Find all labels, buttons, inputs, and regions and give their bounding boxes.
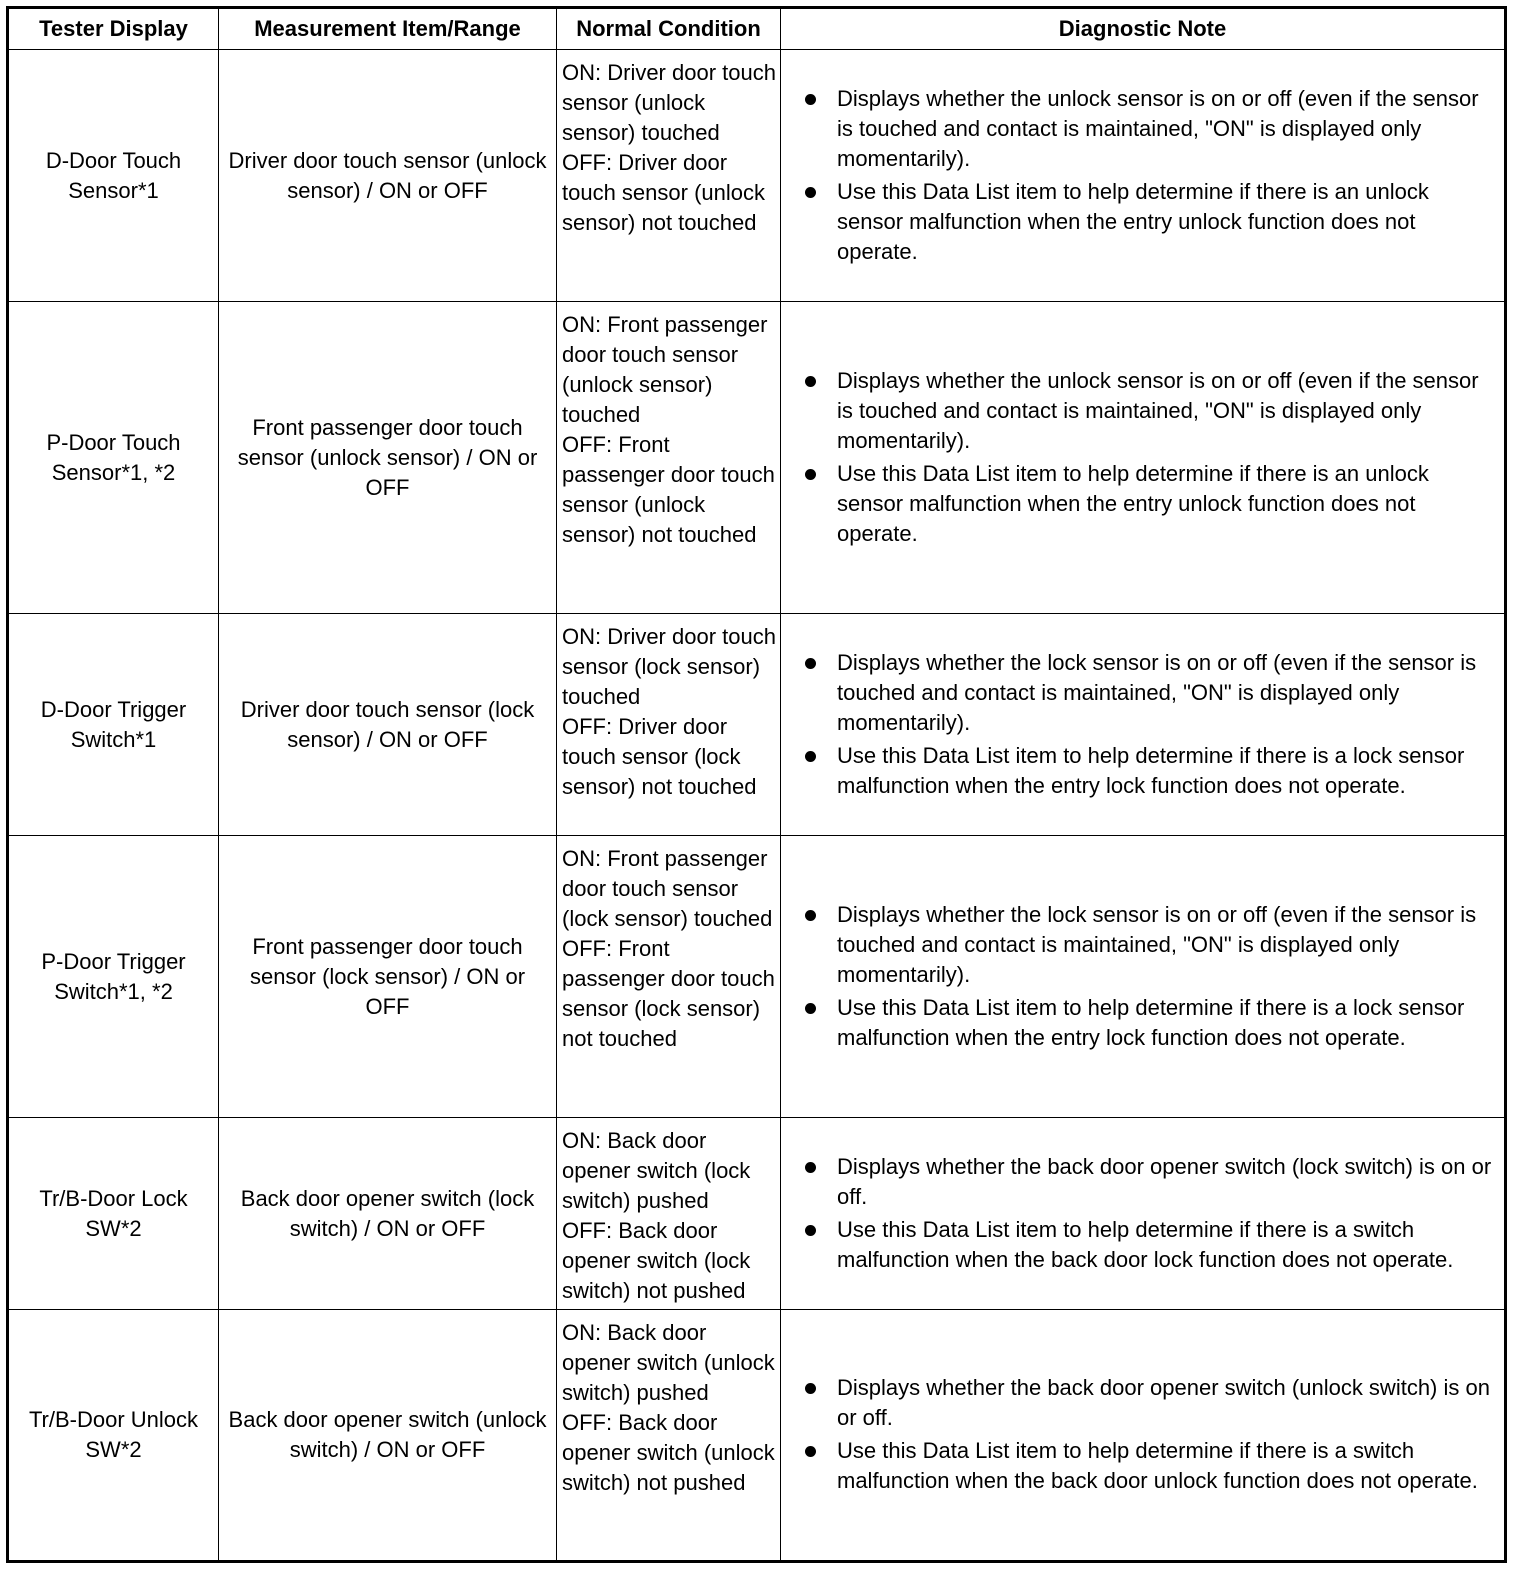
diagnostic-note-cell bbox=[781, 614, 1506, 836]
measurement-cell: Driver door touch sensor (lock sensor) / ON or OFF bbox=[219, 614, 557, 836]
note-text: Use this Data List item to help determine if there is a lock sensor malfunction when the entry lock function does not operate. bbox=[837, 994, 1465, 1050]
header-measurement-item: Measurement Item/Range bbox=[219, 8, 557, 50]
table-row bbox=[8, 1118, 1506, 1310]
note-list bbox=[803, 1373, 1494, 1496]
measurement-cell: Back door opener switch (lock switch) / ON or OFF bbox=[219, 1118, 557, 1310]
normal-on-text: ON: Front passenger door touch sensor (unlock sensor) touched bbox=[562, 312, 768, 427]
note-list bbox=[803, 648, 1494, 801]
table-row bbox=[8, 50, 1506, 302]
measurement-cell: Driver door touch sensor (unlock sensor) / ON or OFF bbox=[219, 50, 557, 302]
table-row bbox=[8, 836, 1506, 1118]
bullet-icon bbox=[805, 469, 816, 480]
tester-display-cell: D-Door Touch Sensor*1 bbox=[8, 50, 219, 302]
normal-off-text: OFF: Driver door touch sensor (lock sensor) not touched bbox=[562, 714, 757, 799]
normal-condition-cell bbox=[557, 614, 781, 836]
bullet-icon bbox=[805, 751, 816, 762]
bullet-icon bbox=[805, 1383, 816, 1394]
tester-display-cell: Tr/B-Door Lock SW*2 bbox=[8, 1118, 219, 1310]
diagnostic-note-cell bbox=[781, 836, 1506, 1118]
tester-display-cell: P-Door Trigger Switch*1, *2 bbox=[8, 836, 219, 1118]
normal-on-text: ON: Back door opener switch (unlock switch) pushed bbox=[562, 1320, 775, 1405]
note-text: Use this Data List item to help determine if there is an unlock sensor malfunction when the entry unlock function does not operate. bbox=[837, 178, 1429, 264]
bullet-icon bbox=[805, 1446, 816, 1457]
table-header-row bbox=[8, 8, 1506, 50]
note-text: Displays whether the unlock sensor is on or off (even if the sensor is touched and contact is maintained, "ON" is displayed only momentarily). bbox=[837, 85, 1479, 171]
note-item bbox=[803, 741, 1494, 801]
note-list bbox=[803, 1152, 1494, 1275]
note-list bbox=[803, 900, 1494, 1053]
normal-condition-cell bbox=[557, 50, 781, 302]
header-tester-display: Tester Display bbox=[8, 8, 219, 50]
document-page bbox=[6, 6, 1504, 1563]
note-text: Use this Data List item to help determine if there is a lock sensor malfunction when the entry lock function does not operate. bbox=[837, 742, 1465, 798]
normal-on-text: ON: Back door opener switch (lock switch) pushed bbox=[562, 1128, 751, 1213]
note-item bbox=[803, 1436, 1494, 1496]
tester-display-cell: P-Door Touch Sensor*1, *2 bbox=[8, 302, 219, 614]
note-item bbox=[803, 1373, 1494, 1433]
tester-display-cell: D-Door Trigger Switch*1 bbox=[8, 614, 219, 836]
note-item bbox=[803, 459, 1494, 549]
note-item bbox=[803, 900, 1494, 990]
note-item bbox=[803, 177, 1494, 267]
normal-off-text: OFF: Back door opener switch (unlock switch) not pushed bbox=[562, 1410, 775, 1495]
diagnostic-note-cell bbox=[781, 1310, 1506, 1562]
bullet-icon bbox=[805, 1003, 816, 1014]
note-text: Use this Data List item to help determine if there is an unlock sensor malfunction when the entry unlock function does not operate. bbox=[837, 460, 1429, 546]
measurement-cell: Front passenger door touch sensor (unlock sensor) / ON or OFF bbox=[219, 302, 557, 614]
normal-on-text: ON: Driver door touch sensor (lock sensor) touched bbox=[562, 624, 776, 709]
bullet-icon bbox=[805, 1225, 816, 1236]
note-item bbox=[803, 1215, 1494, 1275]
normal-off-text: OFF: Front passenger door touch sensor (lock sensor) not touched bbox=[562, 936, 775, 1051]
note-text: Displays whether the lock sensor is on or off (even if the sensor is touched and contact is maintained, "ON" is displayed only momentarily). bbox=[837, 901, 1477, 987]
table-row bbox=[8, 1310, 1506, 1562]
tester-display-cell: Tr/B-Door Unlock SW*2 bbox=[8, 1310, 219, 1562]
bullet-icon bbox=[805, 910, 816, 921]
diagnostic-note-cell bbox=[781, 1118, 1506, 1310]
normal-off-text: OFF: Back door opener switch (lock switch) not pushed bbox=[562, 1218, 751, 1303]
note-text: Displays whether the unlock sensor is on or off (even if the sensor is touched and contact is maintained, "ON" is displayed only momentarily). bbox=[837, 367, 1479, 453]
normal-on-text: ON: Driver door touch sensor (unlock sensor) touched bbox=[562, 60, 776, 145]
measurement-cell: Front passenger door touch sensor (lock sensor) / ON or OFF bbox=[219, 836, 557, 1118]
note-text: Use this Data List item to help determine if there is a switch malfunction when the back door unlock function does not operate. bbox=[837, 1438, 1478, 1493]
bullet-icon bbox=[805, 1162, 816, 1173]
note-text: Use this Data List item to help determine if there is a switch malfunction when the back door lock function does not operate. bbox=[837, 1216, 1454, 1272]
note-list bbox=[803, 84, 1494, 267]
note-item bbox=[803, 366, 1494, 456]
bullet-icon bbox=[805, 187, 816, 198]
table-row bbox=[8, 302, 1506, 614]
note-list bbox=[803, 366, 1494, 549]
header-diagnostic-note: Diagnostic Note bbox=[781, 8, 1506, 50]
bullet-icon bbox=[805, 94, 816, 105]
diagnostic-note-cell bbox=[781, 50, 1506, 302]
normal-off-text: OFF: Front passenger door touch sensor (unlock sensor) not touched bbox=[562, 432, 775, 547]
note-item bbox=[803, 993, 1494, 1053]
note-item bbox=[803, 84, 1494, 174]
normal-condition-cell bbox=[557, 1118, 781, 1310]
normal-on-text: ON: Front passenger door touch sensor (lock sensor) touched bbox=[562, 846, 773, 931]
note-text: Displays whether the back door opener switch (unlock switch) is on or off. bbox=[837, 1375, 1490, 1430]
note-item bbox=[803, 1152, 1494, 1212]
bullet-icon bbox=[805, 376, 816, 387]
note-text: Displays whether the back door opener switch (lock switch) is on or off. bbox=[837, 1153, 1492, 1209]
table-row bbox=[8, 614, 1506, 836]
bullet-icon bbox=[805, 658, 816, 669]
diagnostic-note-cell bbox=[781, 302, 1506, 614]
header-normal-condition: Normal Condition bbox=[557, 8, 781, 50]
note-text: Displays whether the lock sensor is on or off (even if the sensor is touched and contact is maintained, "ON" is displayed only momentarily). bbox=[837, 649, 1477, 735]
measurement-cell: Back door opener switch (unlock switch) / ON or OFF bbox=[219, 1310, 557, 1562]
note-item bbox=[803, 648, 1494, 738]
normal-condition-cell bbox=[557, 836, 781, 1118]
normal-off-text: OFF: Driver door touch sensor (unlock sensor) not touched bbox=[562, 150, 765, 235]
normal-condition-cell bbox=[557, 1310, 781, 1562]
data-list-table bbox=[6, 6, 1507, 1563]
normal-condition-cell bbox=[557, 302, 781, 614]
